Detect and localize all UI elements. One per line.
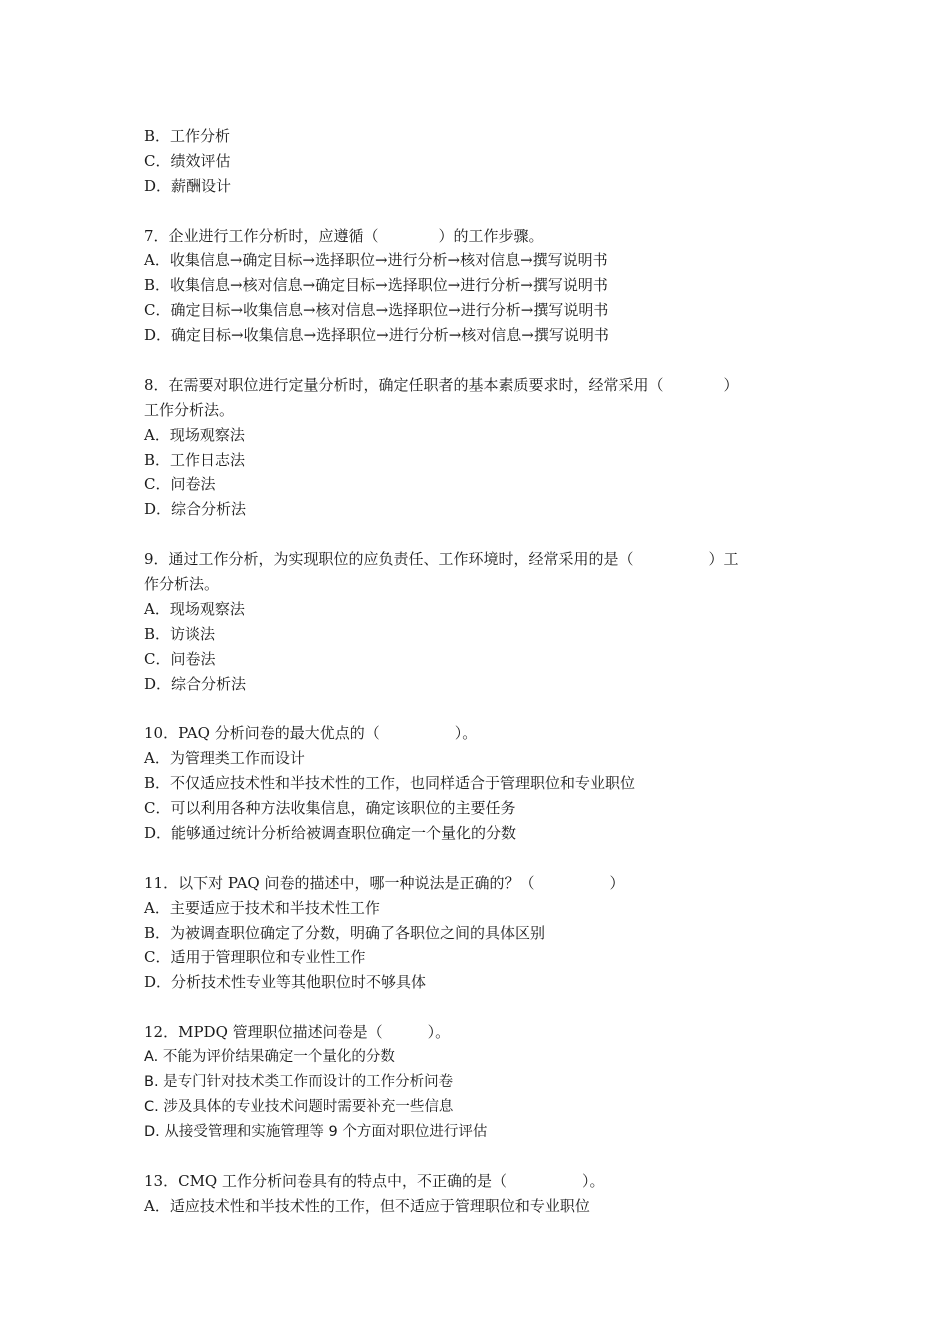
question-7 bbox=[144, 224, 814, 348]
question-9 bbox=[144, 547, 814, 696]
option-c: C．问卷法 bbox=[144, 649, 216, 668]
question-12 bbox=[144, 1020, 814, 1144]
question-13 bbox=[144, 1169, 814, 1219]
spacer bbox=[144, 522, 814, 547]
option-c: C．确定目标→收集信息→核对信息→选择职位→进行分析→撰写说明书 bbox=[144, 301, 609, 320]
option-b: B．工作日志法 bbox=[144, 450, 246, 469]
option-c: C．适用于管理职位和专业性工作 bbox=[144, 948, 366, 967]
option-d: D．薪酬设计 bbox=[144, 176, 232, 195]
option-d: D．综合分析法 bbox=[144, 674, 247, 693]
spacer bbox=[144, 696, 814, 721]
question-8 bbox=[144, 373, 814, 522]
question-stem-line-1: 9．通过工作分析，为实现职位的应负责任、工作环境时，经常采用的是（ ）工 bbox=[144, 550, 739, 569]
option-d: D．分析技术性专业等其他职位时不够具体 bbox=[144, 973, 427, 992]
option-d: D．能够通过统计分析给被调查职位确定一个量化的分数 bbox=[144, 823, 517, 842]
spacer bbox=[144, 995, 814, 1020]
option-c: C．问卷法 bbox=[144, 475, 216, 494]
option-a: A．主要适应于技术和半技术性工作 bbox=[144, 898, 380, 917]
question-stem-line-2: 作分析法。 bbox=[144, 575, 220, 594]
question-stem: 10．PAQ 分析问卷的最大优点的（ ）。 bbox=[144, 724, 478, 743]
option-c: C．可以利用各种方法收集信息，确定该职位的主要任务 bbox=[144, 799, 516, 818]
spacer bbox=[144, 1145, 814, 1170]
option-b: B．访谈法 bbox=[144, 624, 216, 643]
question-10 bbox=[144, 721, 814, 845]
option-b: B．工作分析 bbox=[144, 127, 231, 145]
document-body bbox=[144, 124, 814, 1219]
question-stem: 7．企业进行工作分析时，应遵循（ ）的工作步骤。 bbox=[144, 226, 544, 245]
option-c: C．绩效评估 bbox=[144, 151, 231, 170]
option-a: A．为管理类工作而设计 bbox=[144, 749, 305, 768]
question-6-tail bbox=[144, 124, 814, 199]
question-stem-line-1: 8．在需要对职位进行定量分析时，确定任职者的基本素质要求时，经常采用（ ） bbox=[144, 375, 739, 394]
spacer bbox=[144, 846, 814, 871]
option-a: A．现场观察法 bbox=[144, 599, 245, 618]
option-a: A. 不能为评价结果确定一个量化的分数 bbox=[144, 1048, 395, 1065]
question-stem: 13．CMQ 工作分析问卷具有的特点中，不正确的是（ ）。 bbox=[144, 1172, 605, 1191]
option-d: D．综合分析法 bbox=[144, 500, 247, 519]
question-11 bbox=[144, 871, 814, 995]
option-a: A．适应技术性和半技术性的工作，但不适应于管理职位和专业职位 bbox=[144, 1197, 590, 1216]
question-stem-line-2: 工作分析法。 bbox=[144, 400, 235, 419]
spacer bbox=[144, 199, 814, 224]
question-stem: 12．MPDQ 管理职位描述问卷是（ ）。 bbox=[144, 1023, 451, 1042]
option-d: D. 从接受管理和实施管理等 9 个方面对职位进行评估 bbox=[144, 1123, 488, 1140]
option-d: D．确定目标→收集信息→选择职位→进行分析→核对信息→撰写说明书 bbox=[144, 326, 609, 345]
option-c: C. 涉及具体的专业技术问题时需要补充一些信息 bbox=[144, 1098, 454, 1115]
option-a: A．现场观察法 bbox=[144, 425, 245, 444]
option-b: B. 是专门针对技术类工作而设计的工作分析问卷 bbox=[144, 1073, 454, 1090]
option-b: B．为被调查职位确定了分数，明确了各职位之间的具体区别 bbox=[144, 923, 546, 942]
option-a: A．收集信息→确定目标→选择职位→进行分析→核对信息→撰写说明书 bbox=[144, 251, 608, 270]
spacer bbox=[144, 348, 814, 373]
option-b: B．不仅适应技术性和半技术性的工作，也同样适合于管理职位和专业职位 bbox=[144, 774, 636, 793]
question-stem: 11．以下对 PAQ 问卷的描述中，哪一种说法是正确的？（ ） bbox=[144, 873, 625, 892]
option-b: B．收集信息→核对信息→确定目标→选择职位→进行分析→撰写说明书 bbox=[144, 276, 608, 295]
